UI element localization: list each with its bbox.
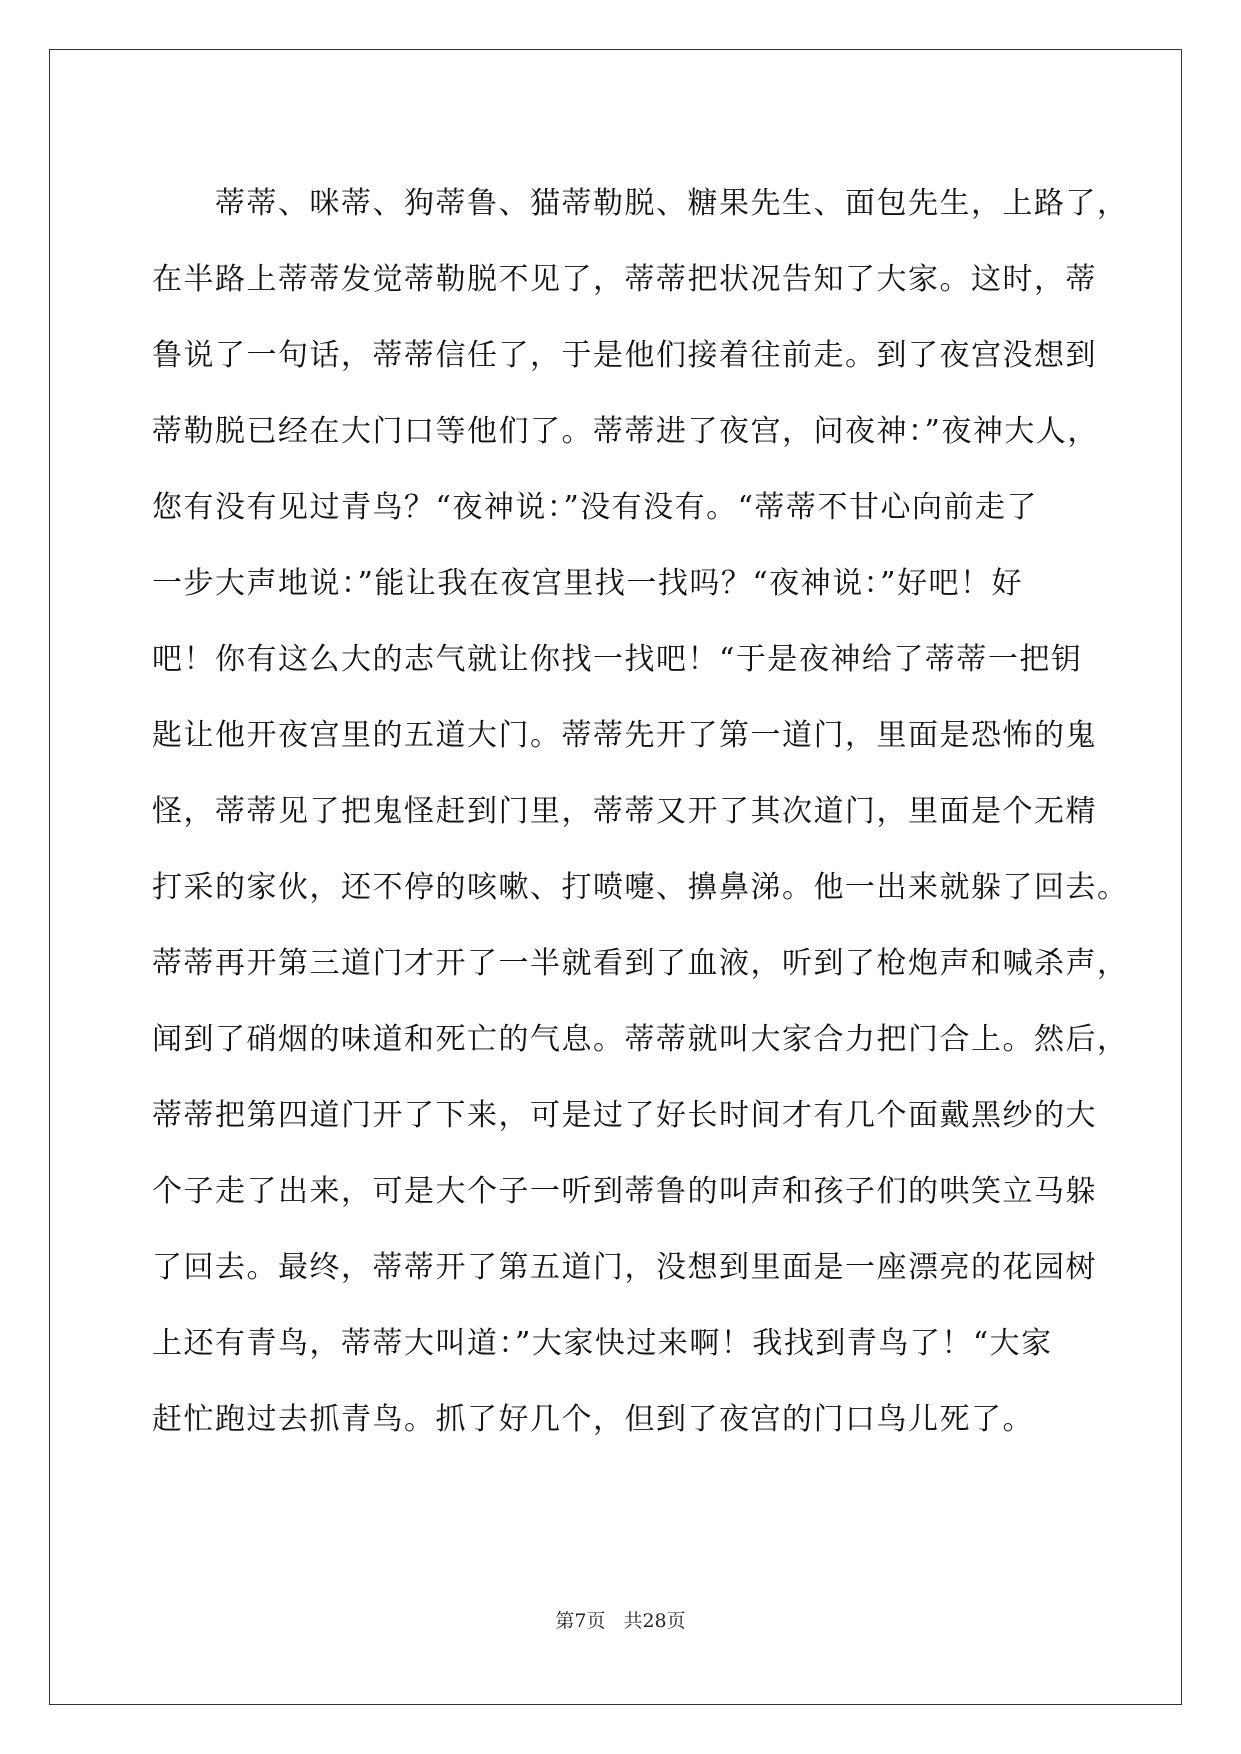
text-line: 匙让他开夜宫里的五道大门。蒂蒂先开了第一道门，里面是恐怖的鬼	[152, 718, 1097, 753]
page-footer	[0, 1606, 1241, 1633]
text-line: 赶忙跑过去抓青鸟。抓了好几个，但到了夜宫的门口鸟儿死了。	[152, 1402, 1034, 1437]
text-line: 一步大声地说：”能让我在夜宫里找一找吗？“夜神说：”好吧！好	[152, 566, 1024, 601]
page-number-total: 共28页	[623, 1610, 686, 1632]
text-line: 上还有青鸟，蒂蒂大叫道：”大家快过来啊！我找到青鸟了！“大家	[152, 1326, 1053, 1361]
text-line: 了回去。最终，蒂蒂开了第五道门，没想到里面是一座漂亮的花园树	[152, 1250, 1097, 1285]
text-line: 鲁说了一句话，蒂蒂信任了，于是他们接着往前走。到了夜宫没想到	[152, 338, 1097, 373]
text-line: 闻到了硝烟的味道和死亡的气息。蒂蒂就叫大家合力把门合上。然后，	[152, 1022, 1129, 1057]
text-line: 怪，蒂蒂见了把鬼怪赶到门里，蒂蒂又开了其次道门，里面是个无精	[152, 794, 1097, 829]
text-line: 蒂蒂、咪蒂、狗蒂鲁、猫蒂勒脱、糖果先生、面包先生，上路了，	[152, 186, 1129, 221]
text-line: 蒂勒脱已经在大门口等他们了。蒂蒂进了夜宫，问夜神：”夜神大人，	[152, 414, 1099, 449]
text-line: 蒂蒂把第四道门开了下来，可是过了好长时间才有几个面戴黑纱的大	[152, 1098, 1097, 1133]
text-line: 打采的家伙，还不停的咳嗽、打喷嚏、擤鼻涕。他一出来就躲了回去。	[152, 870, 1129, 905]
page-number-current: 第7页	[555, 1610, 606, 1632]
text-line: 个子走了出来，可是大个子一听到蒂鲁的叫声和孩子们的哄笑立马躲	[152, 1174, 1097, 1209]
text-line: 吧！你有这么大的志气就让你找一找吧！“于是夜神给了蒂蒂一把钥	[152, 642, 1083, 677]
text-line: 在半路上蒂蒂发觉蒂勒脱不见了，蒂蒂把状况告知了大家。这时，蒂	[152, 262, 1097, 297]
text-line: 蒂蒂再开第三道门才开了一半就看到了血液，听到了枪炮声和喊杀声，	[152, 946, 1129, 981]
body-paragraph	[152, 166, 1129, 1458]
text-line: 您有没有见过青鸟？“夜神说：”没有没有。“蒂蒂不甘心向前走了	[152, 490, 1039, 525]
